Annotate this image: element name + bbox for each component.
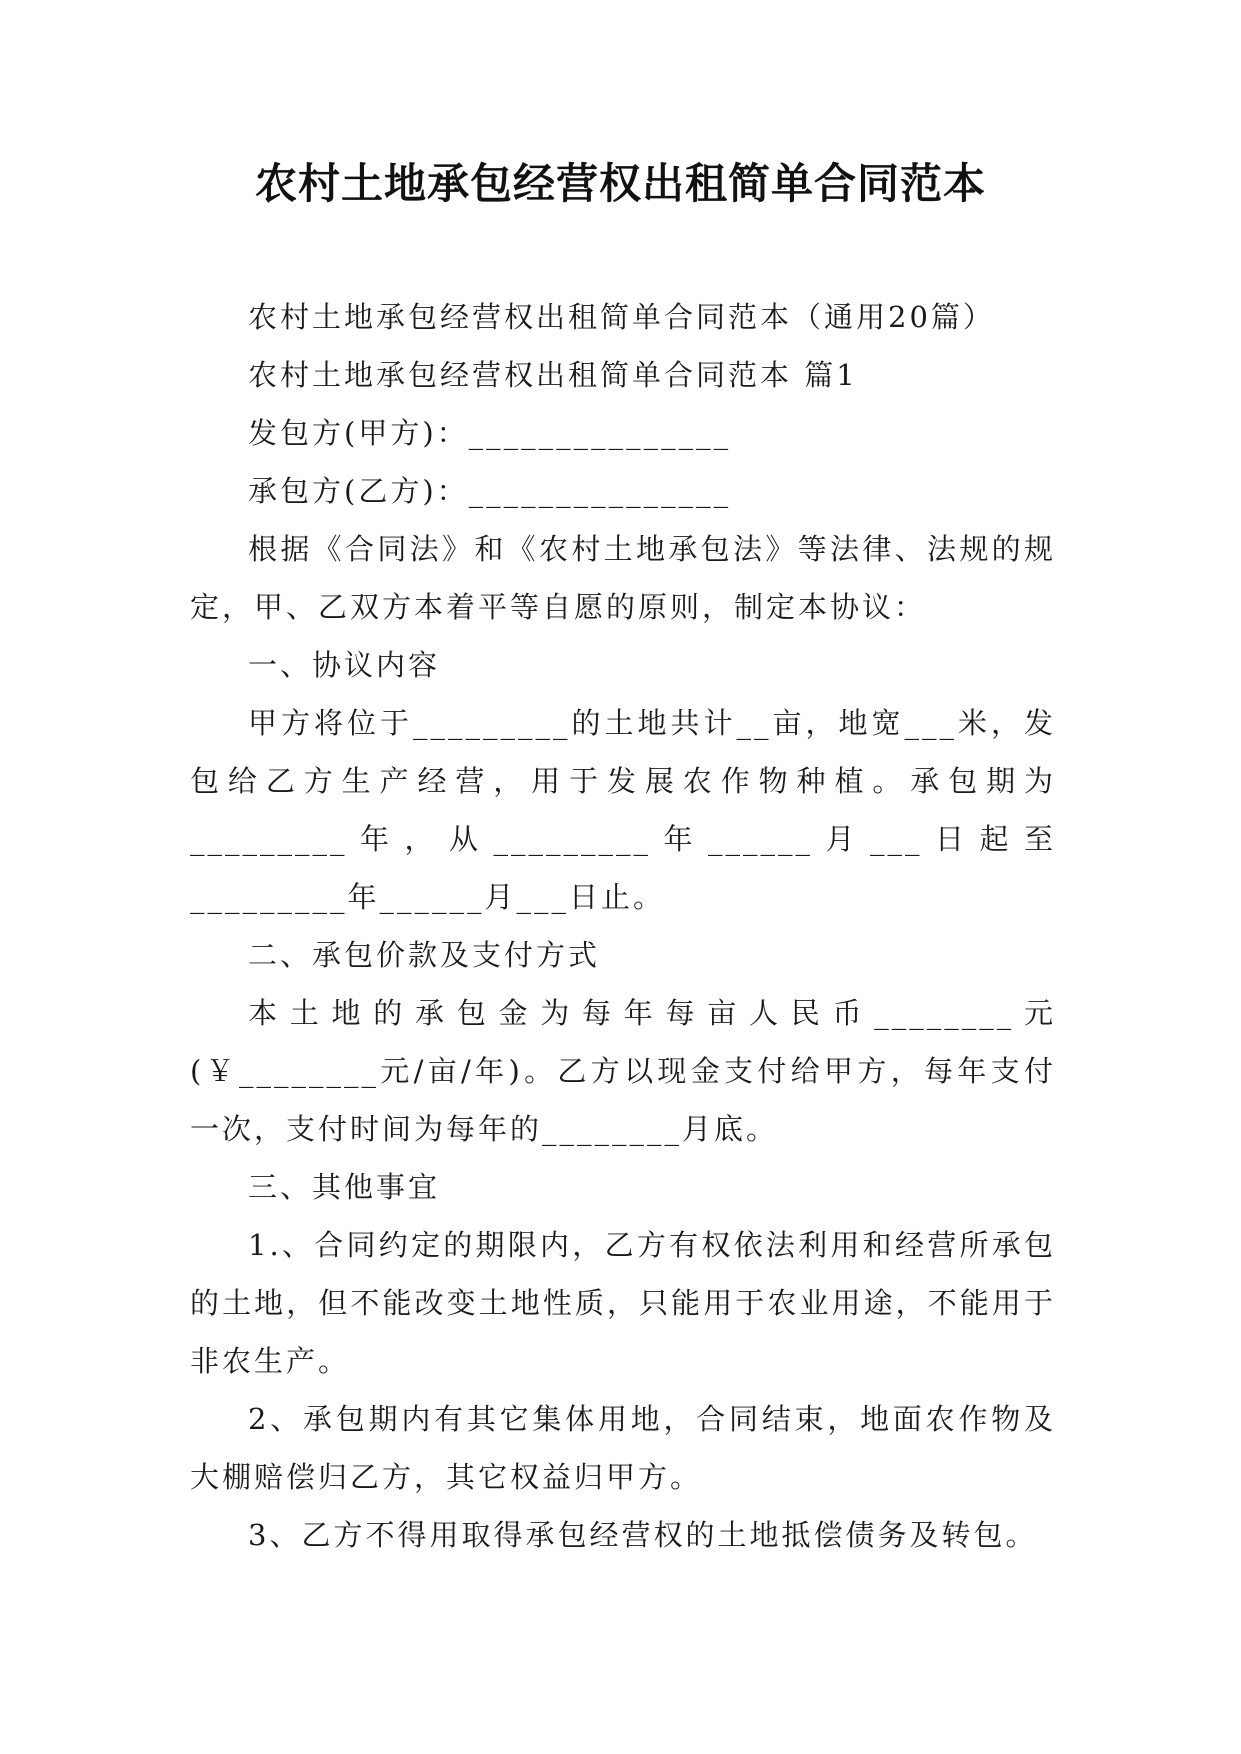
paragraph-preamble: 根据《合同法》和《农村土地承包法》等法律、法规的规定，甲、乙双方本着平等自愿的原则，制定本协议： xyxy=(190,532,1056,624)
paragraph-agreement-content: 甲方将位于_________的土地共计__亩，地宽___米，发包给乙方生产经营，用于发展农作物种植。承包期为_________年，从_________年______月___日起至_________年______月___日止。 xyxy=(190,706,1056,914)
paragraph-article-heading: 农村土地承包经营权出租简单合同范本 篇1 xyxy=(248,358,858,392)
paragraph-clause-3: 3、乙方不得用取得承包经营权的土地抵偿债务及转包。 xyxy=(248,1518,1038,1552)
section-heading-3: 三、其他事宜 xyxy=(248,1170,441,1204)
paragraph-clause-2: 2、承包期内有其它集体用地，合同结束，地面农作物及大棚赔偿归乙方，其它权益归甲方。 xyxy=(190,1402,1056,1494)
paragraph-party-b: 承包方(乙方)：_______________ xyxy=(248,474,732,508)
section-heading-2: 二、承包价款及支付方式 xyxy=(248,938,601,972)
paragraph-payment: 本土地的承包金为每年每亩人民币________元(￥________元/亩/年)。乙方以现金支付给甲方，每年支付一次，支付时间为每年的________月底。 xyxy=(190,996,1056,1146)
document-title: 农村土地承包经营权出租简单合同范本 xyxy=(254,159,986,208)
paragraph-clause-1: 1.、合同约定的期限内，乙方有权依法利用和经营所承包的土地，但不能改变土地性质，只能用于农业用途，不能用于非农生产。 xyxy=(190,1228,1056,1378)
section-heading-1: 一、协议内容 xyxy=(248,648,441,682)
document-body xyxy=(190,288,1056,1564)
paragraph-party-a: 发包方(甲方)：_______________ xyxy=(248,416,732,450)
paragraph-collection-title: 农村土地承包经营权出租简单合同范本（通用20篇） xyxy=(248,300,995,334)
